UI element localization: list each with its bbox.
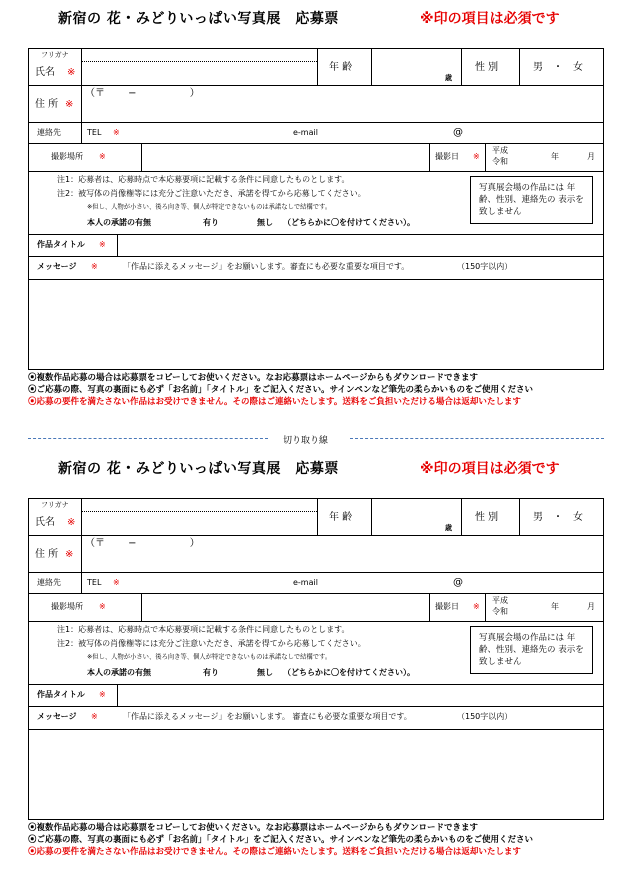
name-required-mark: ※: [67, 67, 76, 78]
consent-no-option[interactable]: 無し: [257, 668, 273, 677]
shooting-date-field[interactable]: [515, 145, 601, 169]
form-title: 新宿の 花・みどりいっぱい写真展 応募票: [58, 11, 339, 27]
furigana-divider: [81, 511, 317, 512]
gender-options[interactable]: 男 ・ 女: [533, 62, 583, 73]
contact-label: 連絡先: [37, 128, 61, 137]
consent-no-option[interactable]: 無し: [257, 218, 273, 227]
furigana-label: フリガナ: [41, 501, 69, 509]
address-label: 住 所: [35, 549, 59, 560]
era-reiwa: 令和: [492, 157, 508, 166]
tel-label: TEL: [87, 128, 102, 137]
entry-form-bottom: [0, 450, 631, 880]
address-field[interactable]: [83, 537, 601, 570]
footer-note-copy: ⦿複数作品応募の場合は応募票をコピーしてお使いください。なお応募票はホームページからもダウンロードできます: [28, 823, 478, 833]
note-2: 注2：被写体の肖像権等には充分ご注意いただき、承諾を得てから応募してください。: [57, 639, 366, 648]
message-label: メッセージ: [37, 262, 77, 271]
location-field[interactable]: [143, 595, 427, 619]
tel-field[interactable]: [125, 574, 285, 591]
gender-label: 性 別: [475, 512, 499, 523]
message-limit: （150字以内）: [457, 712, 513, 721]
address-label: 住 所: [35, 99, 59, 110]
message-limit: （150字以内）: [457, 262, 513, 271]
email-label: e-mail: [293, 128, 318, 137]
name-field[interactable]: [83, 63, 315, 83]
name-required-mark: ※: [67, 517, 76, 528]
footer-note-back-label: ⦿ご応募の際、写真の裏面にも必ず「お名前」「タイトル」をご記入ください。サインペンなど筆先の柔らかいものをご使用ください: [28, 385, 533, 395]
location-label: 撮影場所: [51, 152, 83, 161]
footer-note-requirements: ⦿応募の要件を満たさない作品はお受けできません。その際はご連絡いたします。送料をご負担いただける場合は返却いたします: [28, 847, 521, 857]
cut-line-label: 切り取り線: [283, 436, 329, 446]
month-unit: 月: [587, 152, 595, 161]
consent-label: 本人の承諾の有無: [87, 218, 151, 227]
email-label: e-mail: [293, 578, 318, 587]
exhibit-note-box: [470, 626, 593, 674]
work-title-field[interactable]: [119, 686, 601, 704]
tel-label: TEL: [87, 578, 102, 587]
note-2-sub: ※但し、人物が小さい、後ろ向き等、個人が特定できないものは承諾なしで結構です。: [87, 653, 332, 661]
note-2: 注2：被写体の肖像権等には充分ご注意いただき、承諾を得てから応募してください。: [57, 189, 366, 198]
form-table: [28, 48, 604, 370]
message-required-mark: ※: [91, 262, 98, 271]
location-required-mark: ※: [99, 152, 106, 161]
shooting-date-field[interactable]: [515, 595, 601, 619]
postal-code-prefix: （〒 − ）: [85, 538, 200, 549]
footer-note-copy: ⦿複数作品応募の場合は応募票をコピーしてお使いください。なお応募票はホームページからもダウンロードできます: [28, 373, 478, 383]
postal-code-prefix: （〒 − ）: [85, 88, 200, 99]
note-2-sub: ※但し、人物が小さい、後ろ向き等、個人が特定できないものは承諾なしで結構です。: [87, 203, 332, 211]
message-field[interactable]: [31, 281, 601, 367]
month-unit: 月: [587, 602, 595, 611]
name-label: 氏名: [35, 67, 55, 78]
name-field[interactable]: [83, 513, 315, 533]
consent-yes-option[interactable]: 有り: [203, 218, 219, 227]
work-title-label: 作品タイトル: [37, 690, 85, 699]
message-required-mark: ※: [91, 712, 98, 721]
name-label: 氏名: [35, 517, 55, 528]
note-1: 注1：応募者は、応募時点で本応募要項に記載する条件に同意したものとします。: [57, 175, 350, 184]
age-label: 年 齢: [329, 62, 353, 73]
gender-options[interactable]: 男 ・ 女: [533, 512, 583, 523]
consent-yes-option[interactable]: 有り: [203, 668, 219, 677]
address-required-mark: ※: [65, 549, 74, 560]
date-required-mark: ※: [473, 152, 480, 161]
tel-required-mark: ※: [113, 578, 120, 587]
era-heisei: 平成: [492, 596, 508, 605]
location-required-mark: ※: [99, 602, 106, 611]
era-reiwa: 令和: [492, 607, 508, 616]
date-required-mark: ※: [473, 602, 480, 611]
email-field[interactable]: [329, 124, 599, 141]
era-heisei: 平成: [492, 146, 508, 155]
required-note: ※印の項目は必須です: [420, 11, 560, 27]
tel-field[interactable]: [125, 124, 285, 141]
message-hint: 「作品に添えるメッセージ」をお願いします。 審査にも必要な重要な項目です。: [123, 712, 412, 721]
age-unit: 歳: [445, 524, 452, 532]
required-note: ※印の項目は必須です: [420, 461, 560, 477]
age-label: 年 齢: [329, 512, 353, 523]
email-at-mark: @: [453, 577, 463, 588]
note-1: 注1：応募者は、応募時点で本応募要項に記載する条件に同意したものとします。: [57, 625, 350, 634]
exhibit-note: 写真展会場の作品には 年齢、性別、連絡先の 表示を致しません: [479, 633, 584, 667]
consent-hint: （どちらかに〇を付けてください）。: [283, 668, 415, 677]
form-title: 新宿の 花・みどりいっぱい写真展 応募票: [58, 461, 339, 477]
footer-note-requirements: ⦿応募の要件を満たさない作品はお受けできません。その際はご連絡いたします。送料をご負担いただける場合は返却いたします: [28, 397, 521, 407]
cut-line-left: [28, 438, 268, 439]
furigana-label: フリガナ: [41, 51, 69, 59]
shooting-date-label: 撮影日: [435, 602, 459, 611]
message-label: メッセージ: [37, 712, 77, 721]
email-field[interactable]: [329, 574, 599, 591]
entry-form-top: [0, 0, 631, 430]
address-field[interactable]: [83, 87, 601, 120]
cut-line-right: [350, 438, 604, 439]
year-unit: 年: [551, 152, 559, 161]
cut-line: [28, 433, 604, 445]
work-title-required-mark: ※: [99, 690, 106, 699]
consent-hint: （どちらかに〇を付けてください）。: [283, 218, 415, 227]
form-table: [28, 498, 604, 820]
location-label: 撮影場所: [51, 602, 83, 611]
contact-label: 連絡先: [37, 578, 61, 587]
address-required-mark: ※: [65, 99, 74, 110]
email-at-mark: @: [453, 127, 463, 138]
gender-label: 性 別: [475, 62, 499, 73]
message-field[interactable]: [31, 731, 601, 817]
footer-note-back-label: ⦿ご応募の際、写真の裏面にも必ず「お名前」「タイトル」をご記入ください。サインペンなど筆先の柔らかいものをご使用ください: [28, 835, 533, 845]
year-unit: 年: [551, 602, 559, 611]
consent-label: 本人の承諾の有無: [87, 668, 151, 677]
work-title-label: 作品タイトル: [37, 240, 85, 249]
age-unit: 歳: [445, 74, 452, 82]
shooting-date-label: 撮影日: [435, 152, 459, 161]
work-title-field[interactable]: [119, 236, 601, 254]
location-field[interactable]: [143, 145, 427, 169]
work-title-required-mark: ※: [99, 240, 106, 249]
exhibit-note-box: [470, 176, 593, 224]
exhibit-note: 写真展会場の作品には 年齢、性別、連絡先の 表示を致しません: [479, 183, 584, 217]
tel-required-mark: ※: [113, 128, 120, 137]
message-hint: 「作品に添えるメッセージ」をお願いします。審査にも必要な重要な項目です。: [123, 262, 410, 271]
furigana-divider: [81, 61, 317, 62]
